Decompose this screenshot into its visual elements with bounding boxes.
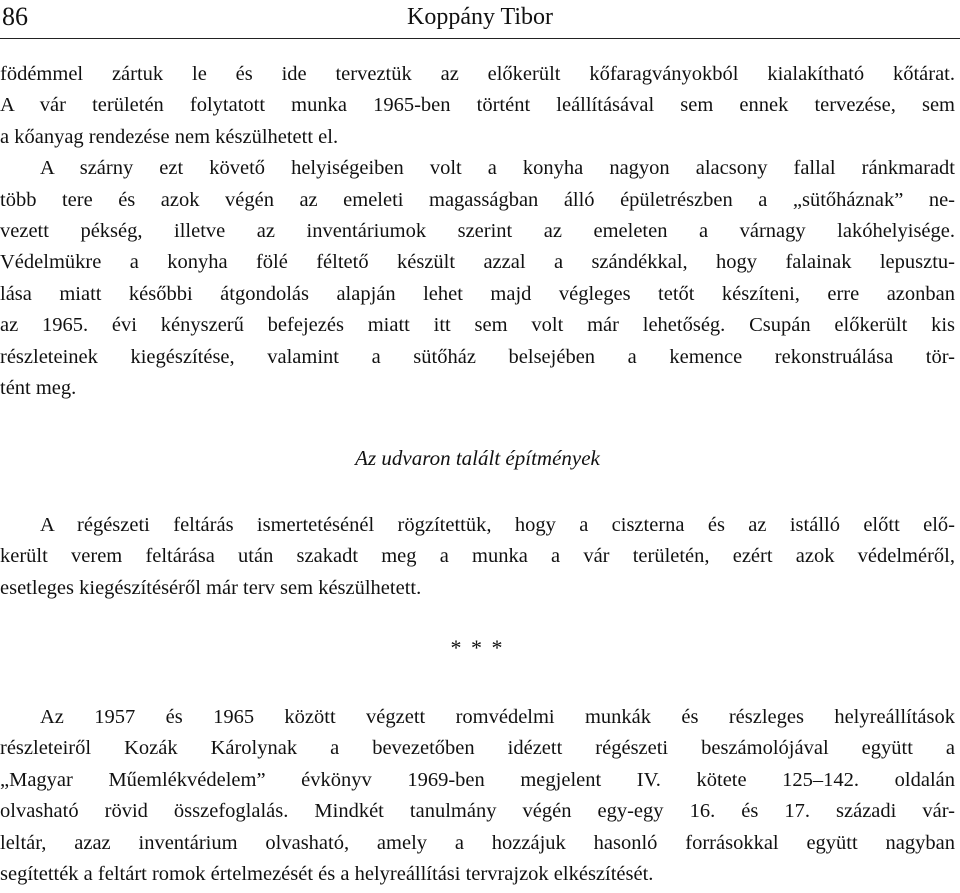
text-line: födémmel zártuk le és ide terveztük az előkerült kőfaragványokból kialakítható kőtárat. <box>0 63 955 85</box>
text-line: „Magyar Műemlékvédelem” évkönyv 1969-ben megjelent IV. kötete 125–142. oldalán <box>0 768 955 791</box>
text-line: az 1965. évi kényszerű befejezés miatt itt sem volt már lehetőség. Csupán előkerült kis <box>0 314 955 337</box>
text-line: A vár területén folytatott munka 1965-ben történt leállításával sem ennek tervezése, sem <box>0 94 955 117</box>
section-separator: * * * <box>450 635 505 660</box>
text-line: lása miatt későbbi átgondolás alapján lehet majd végleges tetőt készíteni, erre azonban <box>0 282 955 305</box>
text-line: esetleges kiegészítéséről már terv sem készülhetett. <box>0 576 422 599</box>
text-line: A régészeti feltárás ismertetésénél rögzítettük, hogy a ciszterna és az istálló előtt elő- <box>40 514 955 536</box>
text-line: leltár, azaz inventárium olvasható, amely a hozzájuk hasonló forrásokkal együtt nagyban <box>0 831 955 854</box>
running-head-author: Koppány Tibor <box>406 4 554 30</box>
page-header <box>0 0 960 40</box>
paragraph-courtyard <box>0 510 955 604</box>
text-line: segítették a feltárt romok értelmezését és a helyreállítási tervrajzok elkészítését. <box>0 862 654 885</box>
text-line: került verem feltárása után szakadt meg a munka a vár területén, ezért azok védelméről, <box>0 545 955 568</box>
paragraph-continued <box>0 59 955 153</box>
text-line: több tere és azok végén az emeleti magasságban álló épületrészben a „sütőháznak” ne- <box>0 188 955 211</box>
body-text-block-1 <box>0 59 955 404</box>
text-line: részleteinek kiegészítése, valamint a sütőház belsejében a kemence rekonstruálása tör- <box>0 345 955 368</box>
text-line: Az 1957 és 1965 között végzett romvédelmi munkák és részleges helyreállítások <box>40 706 955 728</box>
header-rule <box>0 38 960 39</box>
text-line: Védelmükre a konyha fölé féltető készült azzal a szándékkal, hogy falainak lepusztu- <box>0 251 955 274</box>
text-line: vezett pékség, illetve az inventáriumok szerint az emeleten a várnagy lakóhelyisége. <box>0 219 955 242</box>
text-line: tént meg. <box>0 376 77 399</box>
paragraph-summary <box>0 702 955 890</box>
section-heading: Az udvaron talált építmények <box>355 446 600 470</box>
text-line: részleteiről Kozák Károlynak a bevezetőben idézett régészeti beszámolójával együtt a <box>0 737 955 760</box>
text-line: a kőanyag rendezése nem készülhetett el. <box>0 125 339 148</box>
text-line: olvasható rövid összefoglalás. Mindkét tanulmány végén egy-egy 16. és 17. századi vár- <box>0 800 955 823</box>
page-number: 86 <box>2 2 28 31</box>
text-line: A szárny ezt követő helyiségeiben volt a konyha nagyon alacsony fallal ránkmaradt <box>40 157 955 180</box>
paragraph-kitchen <box>0 153 955 404</box>
